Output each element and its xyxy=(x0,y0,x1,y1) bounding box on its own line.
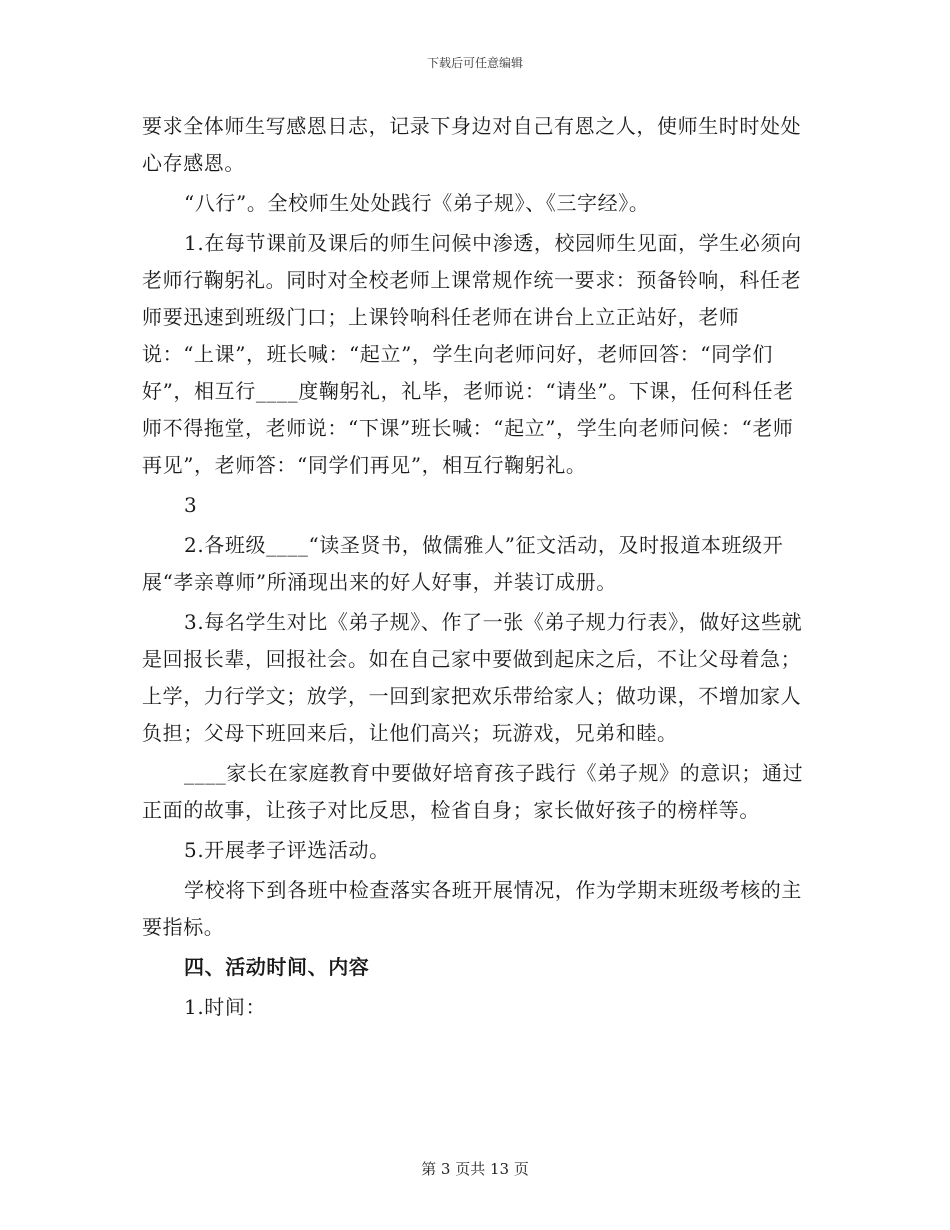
paragraph-item-3-practice-table: 3.每名学生对比《弟子规》、作了一张《弟子规力行表》，做好这些就是回报长辈，回报社会。如在自己家中要做到起床之后，不让父母着急；上学，力行学文；放学，一回到家把欢乐带给家人；做功课，不增加家人负担；父母下班回来后，让他们高兴；玩游戏，兄弟和睦。 xyxy=(142,610,803,745)
paragraph-item-2-essay: 2.各班级____“读圣贤书，做儒雅人”征文活动，及时报道本班级开展“孝亲尊师”所涌现出来的好人好事，并装订成册。 xyxy=(142,533,784,594)
paragraph-item-5-selection: 5.开展孝子评选活动。 xyxy=(184,838,390,862)
paragraph-item-1-greeting: 1.在每节课前及课后的师生问候中渗透，校园师生见面，学生必须向老师行鞠躬礼。同时对全校老师上课常规作统一要求：预备铃响，科任老师要迅速到班级门口；上课铃响科任老师在讲台上立正站好，老师说：“上课”，班长喊：“起立”，学生向老师问好，老师回答：“同学们好”，相互行____度鞠躬礼，礼毕，老师说：“请坐”。下课，任何科任老师不得拖堂，老师说：“下课”班长喊：“起立”，学生向老师问候：“老师再见”，老师答：“同学们再见”，相互行鞠躬礼。 xyxy=(142,231,802,477)
paragraph-parents-education: ____家长在家庭教育中要做好培育孩子践行《弟子规》的意识；通过正面的故事，让孩子对比反思，检省自身；家长做好孩子的榜样等。 xyxy=(142,761,804,822)
paragraph-eight-conducts: “八行”。全校师生处处践行《弟子规》、《三字经》。 xyxy=(184,191,650,215)
document-body xyxy=(142,108,807,1026)
header-note: 下载后可任意编辑 xyxy=(426,56,523,70)
section-heading-activity-time: 四、活动时间、内容 xyxy=(184,955,370,979)
page-number-footer: 第 3 页共 13 页 xyxy=(421,1160,529,1178)
paragraph-item-1-time: 1.时间： xyxy=(184,995,267,1019)
paragraph-gratitude-journal: 要求全体师生写感恩日志，记录下身边对自己有恩之人，使师生时时处处心存感恩。 xyxy=(142,114,802,175)
paragraph-school-inspection: 学校将下到各班中检查落实各班开展情况，作为学期末班级考核的主要指标。 xyxy=(142,878,802,939)
paragraph-number-3: 3 xyxy=(184,493,198,517)
